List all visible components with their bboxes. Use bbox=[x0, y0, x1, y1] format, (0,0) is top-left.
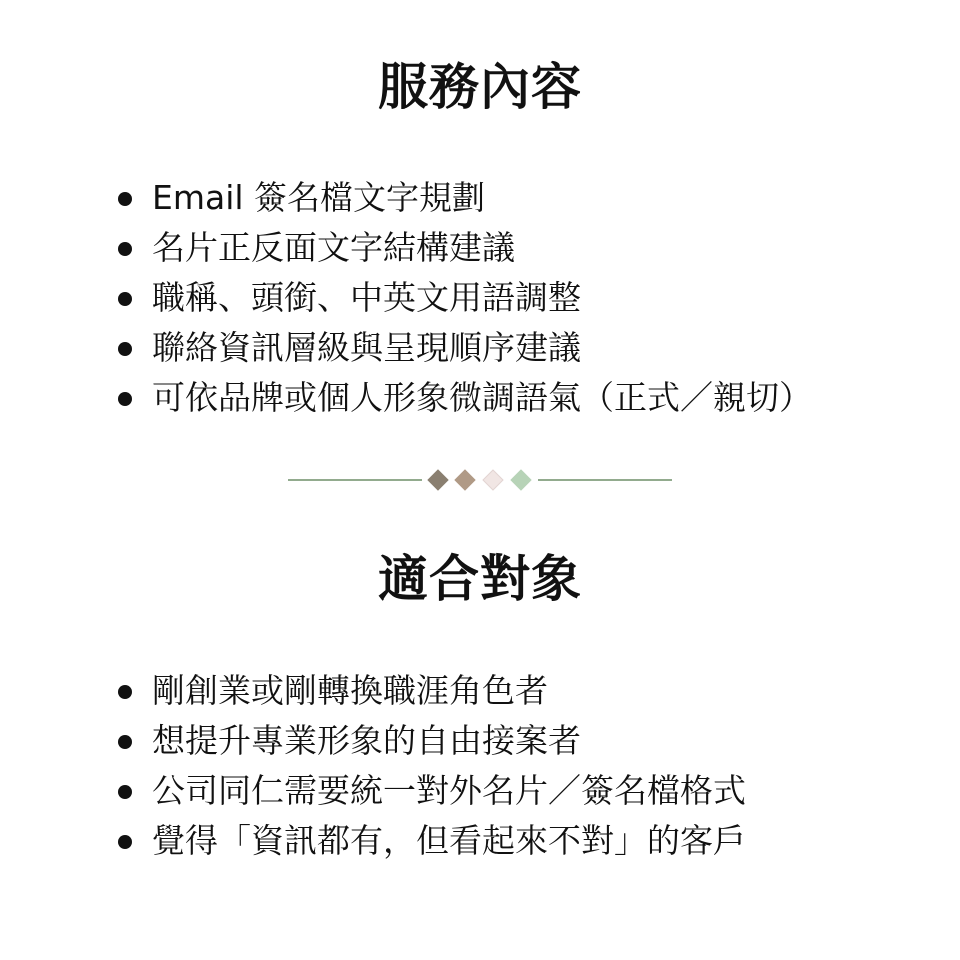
divider-diamond-icon bbox=[428, 470, 448, 490]
list-item-text: 想提升專業形象的自由接案者 bbox=[152, 721, 581, 760]
bullet-icon bbox=[118, 292, 132, 306]
audience-title: 適合對象 bbox=[378, 550, 582, 608]
list-item-text: 公司同仁需要統一對外名片／簽名檔格式 bbox=[152, 771, 746, 810]
bullet-icon bbox=[118, 685, 132, 699]
bullet-icon bbox=[118, 392, 132, 406]
list-item-text: 覺得「資訊都有，但看起來不對」的客戶 bbox=[152, 821, 746, 860]
list-item-text: Email 簽名檔文字規劃 bbox=[152, 178, 486, 217]
list-item-text: 剛創業或剛轉換職涯角色者 bbox=[152, 671, 548, 710]
services-title: 服務內容 bbox=[378, 58, 582, 116]
bullet-icon bbox=[118, 735, 132, 749]
divider-diamond-icon bbox=[511, 470, 531, 490]
bullet-icon bbox=[118, 785, 132, 799]
divider-diamond-icon bbox=[455, 470, 475, 490]
bullet-icon bbox=[118, 192, 132, 206]
section-divider bbox=[288, 458, 672, 502]
bullet-icon bbox=[118, 835, 132, 849]
list-item-text: 聯絡資訊層級與呈現順序建議 bbox=[152, 328, 581, 367]
bullet-icon bbox=[118, 342, 132, 356]
list-item-text: 職稱、頭銜、中英文用語調整 bbox=[152, 278, 581, 317]
bullet-icon bbox=[118, 242, 132, 256]
list-item-text: 名片正反面文字結構建議 bbox=[152, 228, 515, 267]
list-item-text: 可依品牌或個人形象微調語氣（正式／親切） bbox=[152, 378, 812, 417]
divider-diamond-icon bbox=[483, 470, 503, 490]
